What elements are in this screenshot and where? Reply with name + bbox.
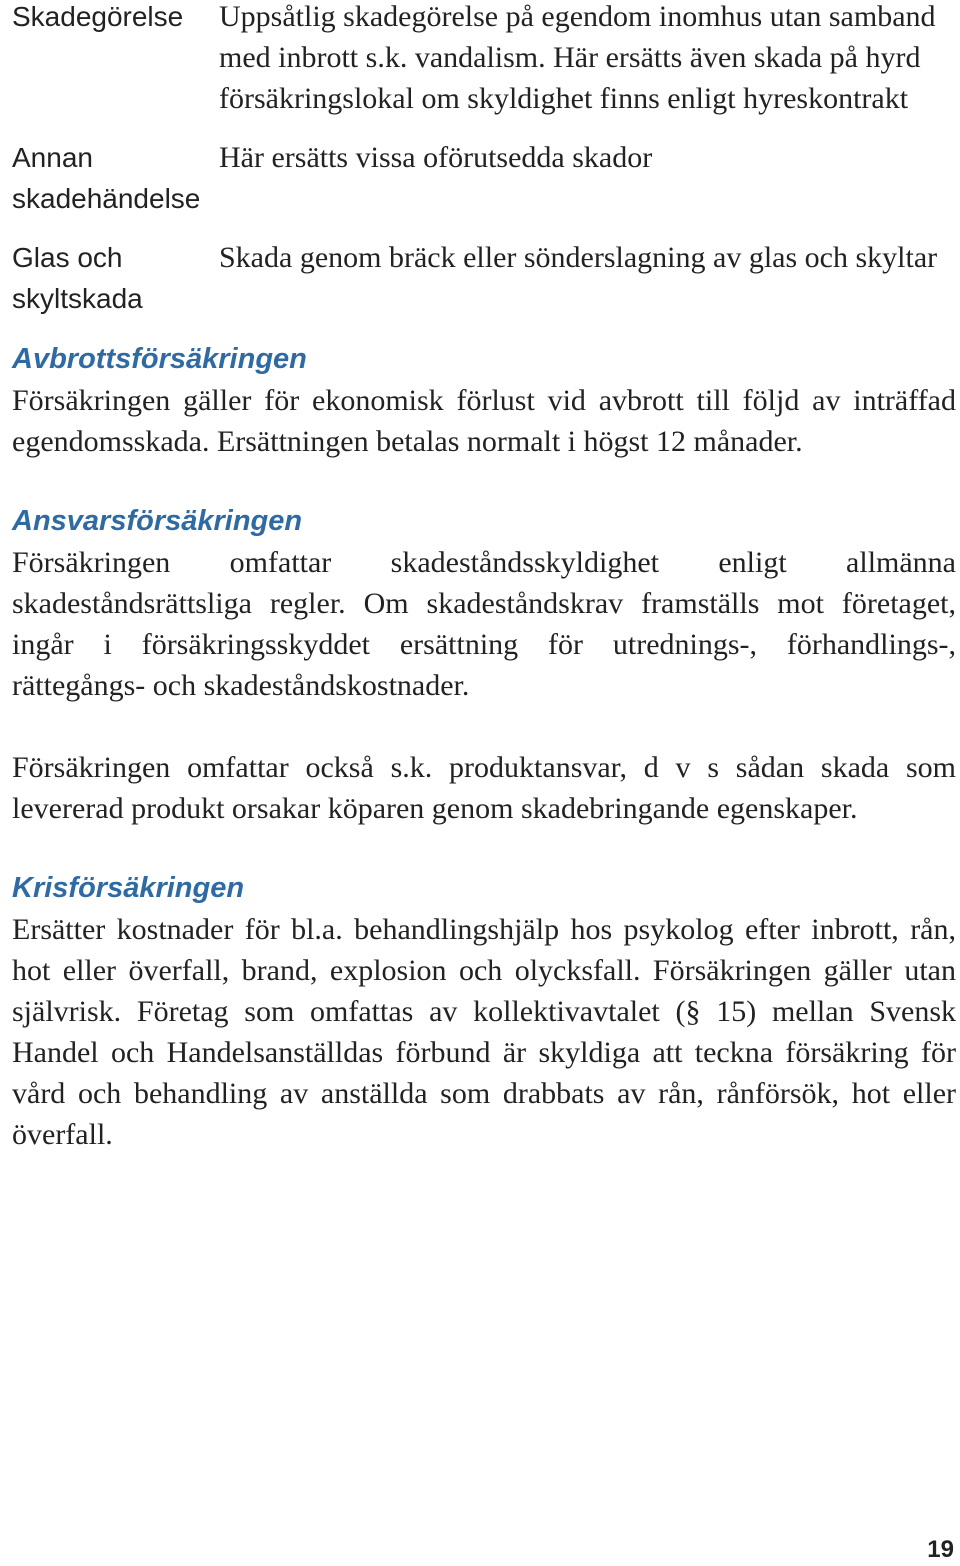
definition-description: Skada genom bräck eller sönderslagning av glas och skyltar: [219, 241, 938, 274]
section-avbrottsforsakring: [12, 339, 956, 462]
definition-row: [12, 0, 956, 119]
document-page: [12, 0, 956, 1155]
definition-row: [12, 137, 956, 219]
definition-row: [12, 237, 956, 319]
section-krisforsakring: [12, 868, 956, 1155]
definition-term: Annan: [12, 142, 93, 173]
section-heading: Krisförsäkringen: [12, 872, 245, 904]
section-paragraph: Försäkringen omfattar också s.k. produktansvar, d v s sådan skada som levererad produkt orsakar köparen genom skadebringande egenskaper.: [12, 751, 956, 825]
definition-term: Skadegörelse: [12, 1, 184, 32]
section-paragraph: Ersätter kostnader för bl.a. behandlingshjälp hos psykolog efter inbrott, rån, hot eller överfall, brand, explosion och olycksfall. Försäkringen gäller utan självrisk. Företag som omfattas av kollektivavtalet (§ 15) mellan Svensk Handel och Handelsanställdas förbund är skyldiga att teckna försäkring för vård och behandling av anställda som drabbats av rån, rånförsök, hot eller överfall.: [12, 913, 956, 1151]
definition-term: Glas och skyltskada: [12, 242, 143, 314]
section-ansvarsforsakring: [12, 501, 956, 829]
definition-description: Här ersätts vissa oförutsedda skador: [219, 141, 653, 174]
section-heading: Avbrottsförsäkringen: [12, 343, 307, 375]
page-number: 19: [927, 1536, 954, 1563]
definition-description: Uppsåtlig skadegörelse på egendom inomhus utan samband med inbrott s.k. vandalism. Här ersätts även skada på hyrd försäkringslokal om skyldighet finns enligt hyreskontrakt: [219, 0, 936, 115]
definition-list: [12, 0, 956, 319]
section-paragraph: Försäkringen gäller för ekonomisk förlust vid avbrott till följd av inträffad egendomsskada. Ersättningen betalas normalt i högst 12 månader.: [12, 384, 956, 458]
definition-term-continued: skadehändelse: [12, 183, 201, 214]
section-paragraph: Försäkringen omfattar skadeståndsskyldighet enligt allmänna skadeståndsrättsliga regler. Om skadeståndskrav framställs mot företaget, ingår i försäkringsskyddet ersättning för utrednings-, förhandlings-, rättegångs- och skadeståndskostnader.: [12, 546, 956, 702]
section-heading: Ansvarsförsäkringen: [12, 505, 303, 537]
